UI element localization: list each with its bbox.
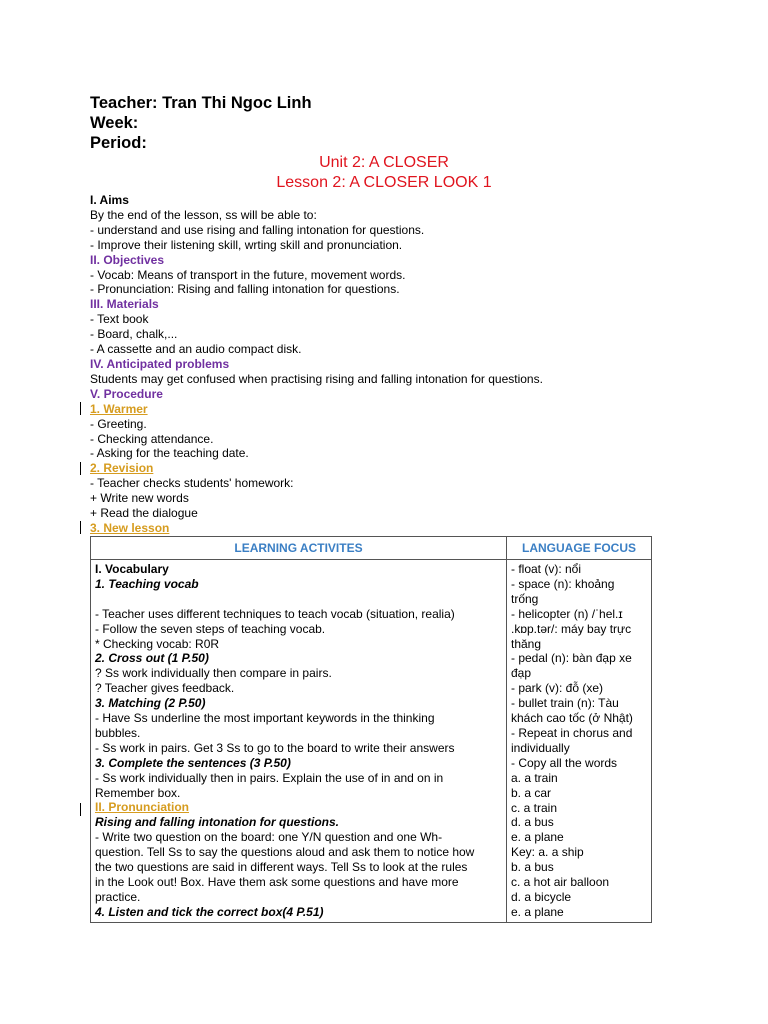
problems-line: Students may get confused when practising rising and falling intonation for questions.: [90, 371, 543, 386]
focus-line: b. a car: [511, 785, 552, 800]
activity-line: - Ss work in pairs. Get 3 Ss to go to the board to write their answers: [95, 740, 455, 755]
focus-line: e. a plane: [511, 904, 564, 919]
activity-line: 4. Listen and tick the correct box(4 P.51): [95, 904, 324, 919]
problems-heading: IV. Anticipated problems: [90, 356, 230, 371]
activity-line: [95, 592, 502, 607]
lesson-table: [90, 536, 652, 923]
focus-cell: [507, 560, 652, 923]
focus-line: d. a bus: [511, 815, 554, 830]
focus-line: individually: [511, 740, 570, 755]
focus-line: - float (v): nổi: [511, 562, 582, 576]
procedure-heading: V. Procedure: [90, 386, 163, 401]
activity-line: Remember box.: [95, 785, 181, 800]
change-bar-marker: [80, 402, 81, 415]
focus-line: - space (n): khoảng: [511, 576, 615, 591]
change-bar-marker: [80, 803, 81, 816]
lesson-body: [90, 193, 690, 536]
materials-line: - Text book: [90, 312, 149, 327]
focus-line: .kɒp.tər/: máy bay trực: [511, 621, 632, 636]
focus-line: đạp: [511, 666, 532, 681]
activity-line: 3. Complete the sentences (3 P.50): [95, 755, 291, 770]
focus-line: Key: a. a ship: [511, 845, 584, 860]
activity-line: ? Ss work individually then compare in pairs.: [95, 666, 332, 681]
activity-line: ? Teacher gives feedback.: [95, 681, 235, 696]
revision-line: + Read the dialogue: [90, 506, 198, 521]
materials-line: - Board, chalk,...: [90, 327, 178, 342]
focus-line: e. a plane: [511, 830, 564, 845]
focus-line: c. a train: [511, 800, 558, 815]
activity-line: Rising and falling intonation for questions.: [95, 815, 339, 830]
focus-line: thăng: [511, 636, 542, 651]
warmer-line: - Greeting.: [90, 416, 147, 431]
header-block: [90, 93, 312, 153]
focus-header: LANGUAGE FOCUS: [507, 537, 652, 560]
objectives-line: - Vocab: Means of transport in the future, movement words.: [90, 267, 406, 282]
focus-line: - pedal (n): bàn đạp xe: [511, 651, 632, 666]
activity-line: - Ss work individually then in pairs. Explain the use of in and on in: [95, 770, 444, 785]
activities-header: LEARNING ACTIVITES: [91, 537, 507, 560]
warmer-line: - Asking for the teaching date.: [90, 446, 249, 461]
activity-line: bubbles.: [95, 725, 141, 740]
focus-line: trống: [511, 591, 539, 606]
table-header-row: [91, 537, 652, 560]
aims-heading: I. Aims: [90, 193, 129, 207]
focus-line: - bullet train (n): Tàu: [511, 696, 619, 711]
period-label: Period:: [90, 134, 147, 152]
activity-line: 3. Matching (2 P.50): [95, 696, 206, 711]
activity-line: question. Tell Ss to say the questions aloud and ask them to notice how: [95, 845, 475, 860]
activity-line: 1. Teaching vocab: [95, 576, 199, 591]
focus-line: a. a train: [511, 770, 558, 785]
change-bar-marker: [80, 521, 81, 534]
materials-line: - A cassette and an audio compact disk.: [90, 342, 302, 357]
activity-line: - Follow the seven steps of teaching vocab.: [95, 621, 326, 636]
focus-line: - park (v): đỗ (xe): [511, 681, 604, 696]
activity-line: - Write two question on the board: one Y/N question and one Wh-: [95, 830, 443, 845]
activity-line: the two questions are said in different ways. Tell Ss to look at the rules: [95, 860, 468, 875]
activity-line: II. Pronunciation: [95, 800, 190, 815]
focus-line: - Copy all the words: [511, 755, 618, 770]
new-lesson-heading: 3. New lesson: [90, 520, 170, 535]
activity-line: practice.: [95, 889, 141, 904]
unit-title: Unit 2: A CLOSER: [319, 154, 449, 171]
objectives-line: - Pronunciation: Rising and falling intonation for questions.: [90, 282, 400, 297]
focus-line: - Repeat in chorus and: [511, 725, 633, 740]
warmer-heading: 1. Warmer: [90, 401, 148, 416]
activity-line: - Teacher uses different techniques to teach vocab (situation, realia): [95, 606, 455, 621]
activity-line: in the Look out! Box. Have them ask some questions and have more: [95, 875, 459, 890]
activities-cell: [91, 560, 507, 923]
aims-line: - Improve their listening skill, wrting skill and pronunciation.: [90, 237, 403, 252]
week-label: Week:: [90, 114, 139, 132]
table-row: [91, 560, 652, 923]
focus-line: b. a bus: [511, 860, 554, 875]
focus-line: - helicopter (n) /ˈhel.ɪ: [511, 606, 623, 621]
teacher-name: Teacher: Tran Thi Ngoc Linh: [90, 94, 312, 112]
activity-line: 2. Cross out (1 P.50): [95, 651, 209, 666]
revision-line: + Write new words: [90, 491, 189, 506]
focus-line: khách cao tốc (ở Nhật): [511, 711, 633, 726]
revision-heading: 2. Revision: [90, 461, 154, 476]
lesson-title: Lesson 2: A CLOSER LOOK 1: [276, 174, 492, 191]
objectives-heading: II. Objectives: [90, 252, 165, 267]
activity-line: * Checking vocab: R0R: [95, 636, 220, 651]
change-bar-marker: [80, 462, 81, 475]
focus-line: d. a bicycle: [511, 889, 572, 904]
activity-line: I. Vocabulary: [95, 562, 169, 576]
focus-line: c. a hot air balloon: [511, 875, 610, 890]
materials-heading: III. Materials: [90, 297, 159, 312]
warmer-line: - Checking attendance.: [90, 431, 214, 446]
aims-line: By the end of the lesson, ss will be able to:: [90, 207, 317, 222]
activity-line: - Have Ss underline the most important keywords in the thinking: [95, 711, 435, 726]
revision-line: - Teacher checks students' homework:: [90, 476, 294, 491]
aims-line: - understand and use rising and falling intonation for questions.: [90, 222, 425, 237]
